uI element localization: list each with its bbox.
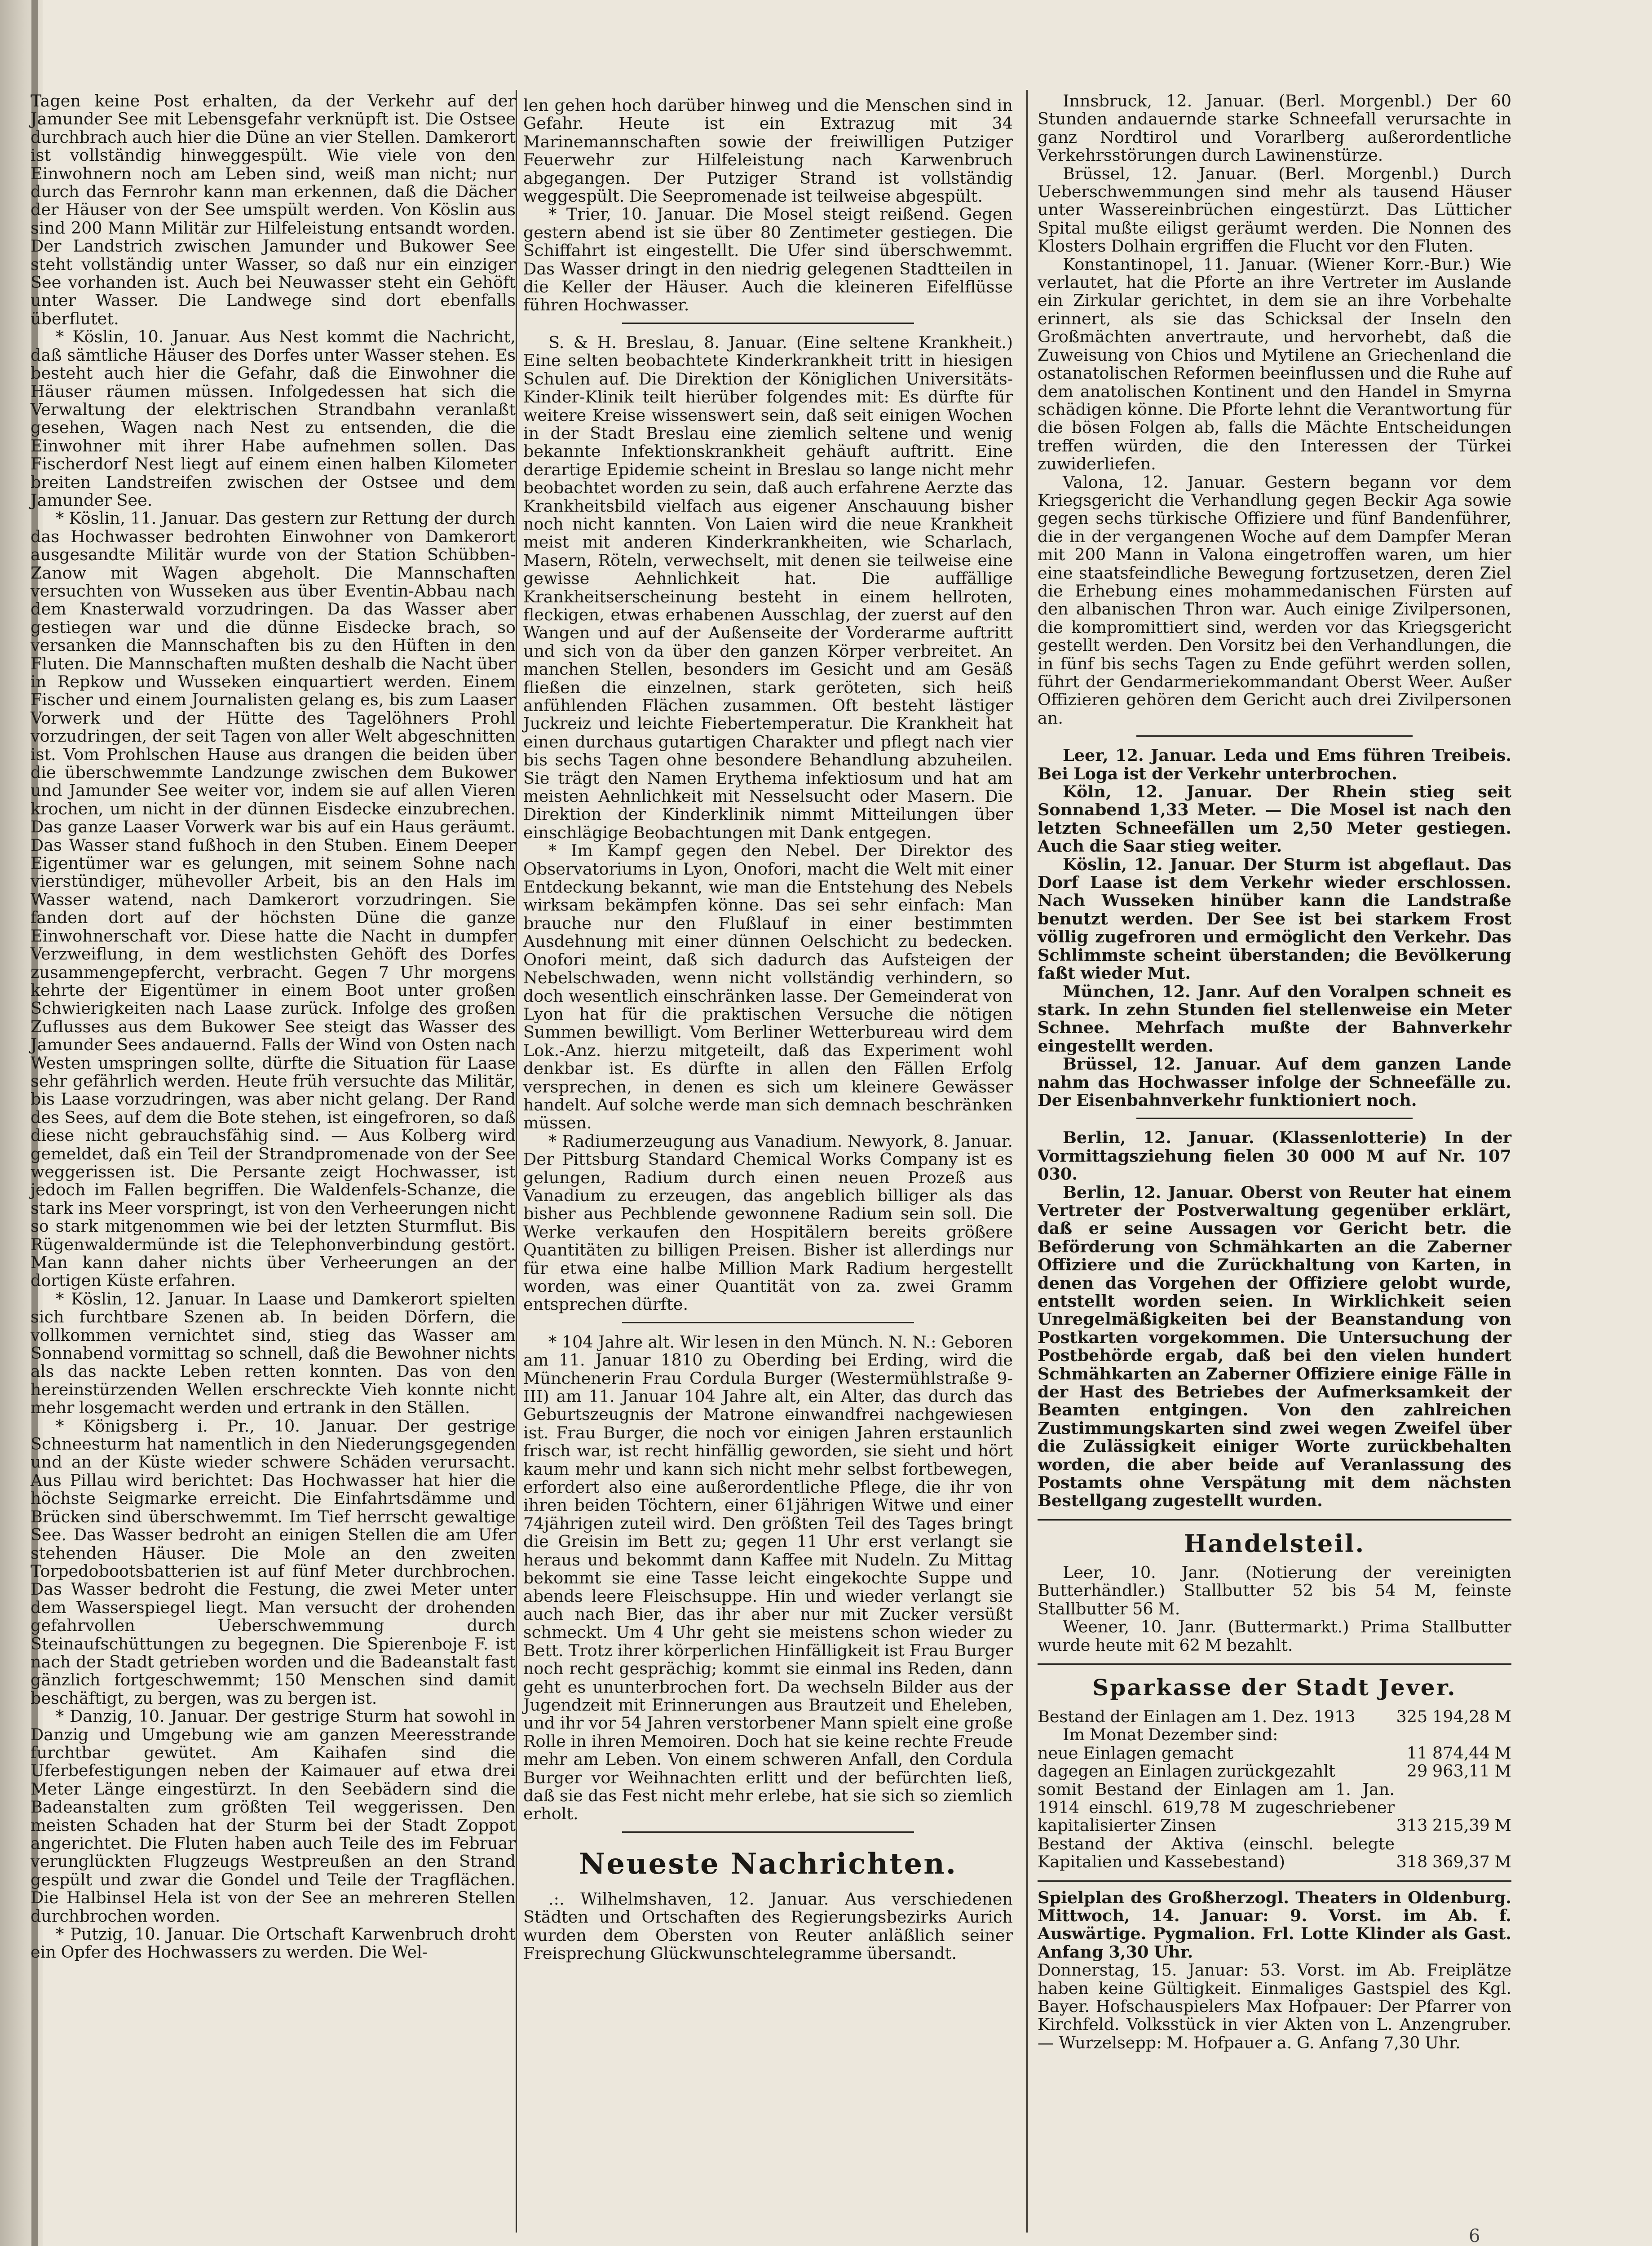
article-koeslin-10: * Köslin, 10. Januar. Aus Nest kommt die Nachricht, daß sämtliche Häuser des Dorfes unter Wasser stehen. Es besteht auch hier die Gefahr, daß die Einwohner die Häuser räumen müssen. Infolgedessen hat sich die Verwaltung der elektrischen Strandbahn veranlaßt gesehen, Wagen nach Nest zu entsenden, die die Einwohner mit ihrer Habe aufnehmen sollen. Das Fischerdorf Nest liegt auf einem einen halben Kilometer breiten Landstreifen zwischen der Ostsee und dem Jamunder See. xyxy=(31,327,516,510)
article-innsbruck: Innsbruck, 12. Januar. (Berl. Morgenbl.) Der 60 Stunden andauernde starke Schneefall verursachte in ganz Nordtirol und Vorarlberg außerordentliche Verkehrsstörungen durch Lawinenstürze. xyxy=(1038,91,1511,165)
article-danzig: * Danzig, 10. Januar. Der gestrige Sturm hat sowohl in Danzig und Umgebung wie am ganzen Meeresstrande furchtbar gewütet. Am Kaihafen sind die Uferbefestigungen neben der Kaimauer auf etwa drei Meter Länge eingestürzt. In den Seebädern sind die Badeanstalten zum größten Teil weggerissen. Den meisten Schaden hat der Sturm bei der Stadt Zoppot angerichtet. Die Fluten haben auch Teile des im Februar verunglückten Flugzeugs Westpreußen an den Strand gespült und zwar die Gondel und Teile der Tragflächen. Die Halbinsel Hela ist von der See an mehreren Stellen durchbrochen worden. xyxy=(31,1707,516,1926)
article-konstantinopel: Konstantinopel, 11. Januar. (Wiener Korr.-Bur.) Wie verlautet, hat die Pforte an ihre Vertreter im Auslande ein Zirkular gerichtet, in dem sie an ihre Vorbehalte erinnert, als sie das Schicksal der Inseln den Großmächten anvertraute, und hervorhebt, daß die Zuweisung von Chios und Mytilene an Griechenland die ostanatolischen Reformen beeinflussen und die Ruhe auf dem anatolischen Kontinent und den Handel in Smyrna schädigen könne. Die Pforte lehnt die Verantwortung für die bösen Folgen ab, falls die Mächte Entscheidungen treffen würden, die den Interessen der Türkei zuwiderliefen. xyxy=(1038,254,1511,474)
article-koenigsberg: * Königsberg i. Pr., 10. Januar. Der gestrige Schneesturm hat namentlich in den Niederungsgegenden und an der Küste wieder schwere Schäden verursacht. Aus Pillau wird berichtet: Das Hochwasser hat hier die höchste Seigmarke erreicht. Die Einfahrtsdämme und Brücken sind überschwemmt. Im Tief herrscht gewaltige See. Das Wasser bedroht an einigen Stellen die am Ufer stehenden Häuser. Die Mole an den zweiten Torpedobootsbatterien ist auf fünf Meter durchbrochen. Das Wasser bedroht die Festung, die zwei Meter unter dem Wasserspiegel liegt. Man versucht der drohenden gefahrvollen Ueberschwemmung durch Steinaufschüttungen zu begegnen. Die Spierenboje F. ist nach der Stadt getrieben worden und die Badeanstalt fast gänzlich fortgeschwemmt; 150 Menschen sind damit beschäftigt, zu bergen, was zu bergen ist. xyxy=(31,1416,516,1708)
row-label: Im Monat Dezember sind: xyxy=(1063,1725,1278,1745)
row-label: somit Bestand der Einlagen am 1. Jan. 1914 einschl. 619,78 M zugeschriebener kapitalisierter Zinsen xyxy=(1038,1779,1395,1835)
article-breslau: S. & H. Breslau, 8. Januar. (Eine seltene Krankheit.) Eine selten beobachtete Kinderkrankheit tritt in hiesigen Schulen auf. Die Direktion der Königlichen Universitäts-Kinder-Klinik teilt hierüber folgendes mit: Es dürfte für weitere Kreise wissenswert sein, daß seit einigen Wochen in der Stadt Breslau eine ziemlich seltene und wenig bekannte Infektionskrankheit gehäuft auftritt. Eine derartige Epidemie scheint in Breslau so lange nicht mehr beobachtet worden zu sein, daß auch erfahrene Aerzte das Krankheitsbild vielfach aus eigener Anschauung bisher noch nicht kannten. Von Laien wird die neue Krankheit meist mit anderen Kinderkrankheiten, wie Scharlach, Masern, Röteln, verwechselt, mit denen sie teilweise eine gewisse Aehnlichkeit hat. Die auffällige Krankheitserscheinung besteht in einem hellroten, fleckigen, etwas erhabenen Ausschlag, der zuerst auf den Wangen und auf der Außenseite der Vorderarme auftritt und sich von da über den ganzen Körper verbreitet. An manchen Stellen, besonders im Gesicht und am Gesäß fließen die einzelnen, stark geröteten, sich heiß anfühlenden Flächen zusammen. Oft besteht lästiger Juckreiz und leichte Fiebertemperatur. Die Krankheit hat einen durchaus gutartigen Charakter und pflegt nach vier bis sechs Tagen ohne besondere Behandlung abzuheilen. Sie trägt den Namen Erythema infektiosum und hat am meisten Aehnlichkeit mit Nesselsucht oder Masern. Die Direktion der Kinderklinik nimmt Mitteilungen über einschlägige Beobachtungen mit Dank entgegen. xyxy=(523,332,1013,842)
row-amount: 325 194,28 M xyxy=(1396,1707,1511,1726)
section-rule xyxy=(622,323,914,324)
market-leer: Leer, 10. Janr. (Notierung der vereinigten Butterhändler.) Stallbutter 52 bis 54 M, feinste Stallbutter 56 M. xyxy=(1038,1562,1511,1618)
section-rule xyxy=(622,1831,914,1833)
row-label: neue Einlagen gemacht xyxy=(1038,1743,1234,1763)
theater-mittwoch: Spielplan des Großherzogl. Theaters in Oldenburg. Mittwoch, 14. Januar: 9. Vorst. im Ab. f. Auswärtige. Pygmalion. Frl. Lotte Klinder als Gast. Anfang 3,30 Uhr. xyxy=(1038,1888,1511,1962)
article-bruessel-hochwasser: Brüssel, 12. Januar. Auf dem ganzen Lande nahm das Hochwasser infolge der Schneefälle zu. Der Eisenbahnverkehr funktioniert noch. xyxy=(1038,1054,1511,1110)
article-bruessel: Brüssel, 12. Januar. (Berl. Morgenbl.) Durch Ueberschwemmungen sind mehr als tausend Häuser unter Wassereinbrüchen eingestürzt. Das Lütticher Spital mußte eiligst geräumt werden. Die Nonnen des Klosters Dolhain ergriffen die Flucht vor den Fluten. xyxy=(1038,164,1511,256)
row-amount: 29 963,11 M xyxy=(1406,1761,1511,1781)
column-divider xyxy=(516,90,517,2233)
article-radium: * Radiumerzeugung aus Vanadium. Newyork, 8. Januar. Der Pittsburg Standard Chemical Works Company ist es gelungen, Radium durch einen neuen Prozeß aus Vanadium zu erzeugen, das angeblich billiger als das bisher aus Pechblende gewonnene Radium sein soll. Die Werke verkaufen den Hospitälern bereits größere Quantitäten zu billigen Preisen. Bisher ist allerdings nur für etwa eine halbe Million Mark Radium hergestellt worden, was einer Quantität von za. zwei Gramm entsprechen dürfte. xyxy=(523,1131,1013,1314)
article-nebel: * Im Kampf gegen den Nebel. Der Direktor des Observatoriums in Lyon, Onofori, macht die Welt mit einer Entdeckung bekannt, wie man die Entstehung des Nebels wirksam bekämpfen könne. Das sei sehr einfach: Man brauche nur den Flußlauf in einer bestimmten Ausdehnung mit einer dünnen Oelschicht zu bedecken. Onofori meint, daß sich dadurch das Aufsteigen der Nebelschwaden, wenn nicht vollständig verhindern, so doch wesentlich einschränken lasse. Der Gemeinderat von Lyon hat für die praktischen Versuche die nötigen Summen bewilligt. Vom Berliner Wetterbureau wird dem Lok.-Anz. hierzu mitgeteilt, daß das Experiment wohl denkbar ist. Es dürfte in allen den Fällen Erfolg versprechen, in denen es sich um kleinere Gewässer handelt. Auf solche werde man sich demnach beschränken müssen. xyxy=(523,841,1013,1133)
row-amount: 11 874,44 M xyxy=(1406,1743,1511,1763)
sparkasse-table xyxy=(1038,1708,1511,1871)
table-row xyxy=(1038,1781,1511,1835)
row-label: Bestand der Einlagen am 1. Dez. 1913 xyxy=(1038,1707,1356,1726)
article-berlin-lotterie: Berlin, 12. Januar. (Klassenlotterie) In der Vormittagsziehung fielen 30 000 M auf Nr. 107 030. xyxy=(1038,1128,1511,1184)
row-label: Bestand der Aktiva (einschl. belegte Kapitalien und Kassebestand) xyxy=(1038,1834,1395,1872)
article-text: Tagen keine Post erhalten, da der Verkehr auf der Jamunder See mit Lebensgefahr verknüpft ist. Die Ostsee durchbrach auch hier die Düne an vier Stellen. Damkerort ist vollständig hinweggespült. Wie viele von den Einwohnern noch am Leben sind, weiß man nicht; nur durch das Fernrohr kann man erkennen, daß die Dächer der Häuser von der See umspült werden. Von Köslin aus sind 200 Mann Militär zur Hilfeleistung entsandt worden. Der Landstrich zwischen Jamunder und Bukower See steht vollständig unter Wasser, so daß nur ein einziger See vorhanden ist. Auch bei Neuwasser steht ein Gehöft unter Wasser. Die Landwege sind dort ebenfalls überflutet. xyxy=(31,91,516,328)
article-koeln: Köln, 12. Januar. Der Rhein stieg seit Sonnabend 1,33 Meter. — Die Mosel ist nach den letzten Schneefällen um 2,50 Meter gestiegen. Auch die Saar stieg weiter. xyxy=(1038,782,1511,856)
article-leer: Leer, 12. Januar. Leda und Ems führen Treibeis. Bei Loga ist der Verkehr unterbrochen. xyxy=(1038,746,1511,783)
article-trier: * Trier, 10. Januar. Die Mosel steigt reißend. Gegen gestern abend ist sie über 80 Zentimeter gestiegen. Die Schiffahrt ist eingestellt. Die Ufer sind überschwemmt. Das Wasser dringt in den niedrig gelegenen Stadtteilen in die Keller der Häuser. Auch die kleineren Eifelflüsse führen Hochwasser. xyxy=(523,204,1013,315)
column-1 xyxy=(31,92,516,1962)
column-3 xyxy=(1038,92,1511,2052)
article-koeslin-11: * Köslin, 11. Januar. Das gestern zur Rettung der durch das Hochwasser bedrohten Einwohner von Damkerort ausgesandte Militär wurde von der Station Schübben-Zanow mit Wagen abgeholt. Die Mannschaften versuchten von Wusseken aus über Eventin-Abbau nach dem Knasterwald vorzudringen. Da das Wasser aber gestiegen war und die dünne Eisdecke brach, so versanken die Mannschaften bis zu den Hüften in den Fluten. Die Mannschaften mußten deshalb die Nacht über in Repkow und Wusseken einquartiert werden. Einem Fischer und einem Journalisten gelang es, bis zum Laaser Vorwerk und der Hütte des Tagelöhners Prohl vorzudringen, der seit Tagen von aller Welt abgeschnitten ist. Vom Prohlschen Hause aus drangen die beiden über die überschwemmte Landzunge zwischen dem Bukower und Jamunder See weiter vor, indem sie auf allen Vieren krochen, um nicht in der dünnen Eisdecke einzubrechen. Das ganze Laaser Vorwerk war bis auf ein Haus geräumt. Das Wasser stand fußhoch in den Stuben. Einem Deeper Eigentümer war es gelungen, mit seinem Sohne nach vierstündiger, mühevoller Arbeit, bis an den Hals im Wasser watend, nach Damkerort vorzudringen. Sie fanden dort auf der höchsten Düne die ganze Einwohnerschaft vor. Diese hatte die Nacht in dumpfer Verzweiflung, in dem westlichsten Gehöft des Dorfes zusammengepfercht, verbracht. Gegen 7 Uhr morgens kehrte der Eigentümer in einem Boot unter großen Schwierigkeiten nach Laase zurück. Infolge des großen Zuflusses aus dem Bukower See steigt das Wasser des Jamunder Sees andauernd. Falls der Wind von Osten nach Westen umspringen sollte, dürfte die Situation für Laase sehr gefährlich werden. Heute früh versuchte das Militär, bis Laase vorzudringen, was aber nicht gelang. Der Rand des Sees, auf dem die Bote stehen, ist eingefroren, so daß diese nicht gebrauchsfähig sind. — Aus Kolberg wird gemeldet, daß ein Teil der Strandpromenade von der See weggerissen ist. Die Persante zeigt Hochwasser, ist jedoch im Fallen begriffen. Die Waldenfels-Schanze, die stark ins Meer vorspringt, ist von den Verheerungen nicht so stark mitgenommen wie bei der letzten Sturmflut. Bis Rügenwaldermünde ist die Telephonverbindung gestört. Man kann daher nichts über Verheerungen an der dortigen Küste erfahren. xyxy=(31,508,516,1291)
article-putzig-cont: len gehen hoch darüber hinweg und die Menschen sind in Gefahr. Heute ist ein Extrazug mit 34 Marinemannschaften sowie der freiwilligen Putziger Feuerwehr zur Hilfeleistung nach Karwenbruch abgegangen. Der Putziger Strand ist vollständig weggespült. Die Seepromenade ist teilweise abgespült. xyxy=(523,96,1013,206)
row-amount: 318 369,37 M xyxy=(1396,1852,1511,1872)
column-2 xyxy=(523,97,1013,1963)
section-rule xyxy=(1038,1663,1511,1665)
page-marker: 6 xyxy=(1469,2226,1480,2246)
section-rule xyxy=(1136,1118,1413,1119)
section-rule xyxy=(1038,1880,1511,1882)
row-label: dagegen an Einlagen zurückgezahlt xyxy=(1038,1761,1335,1781)
table-row xyxy=(1038,1762,1511,1780)
section-heading-neueste-nachrichten: Neueste Nachrichten. xyxy=(579,1847,958,1881)
row-amount: 313 215,39 M xyxy=(1396,1816,1511,1835)
table-row xyxy=(1038,1835,1511,1871)
article-koeslin-12: * Köslin, 12. Januar. In Laase und Damkerort spielten sich furchtbare Szenen ab. In beiden Dörfern, die vollkommen vernichtet sind, stieg das Wasser am Sonnabend vormittag so schnell, daß die Bewohner nichts als das nackte Leben retten konnten. Das von den hereinstürzenden Wellen erschreckte Vieh konnte nicht mehr losgemacht werden und ertrank in den Ställen. xyxy=(31,1289,516,1418)
section-rule xyxy=(622,1322,914,1323)
article-wilhelmshaven: .:. Wilhelmshaven, 12. Januar. Aus verschiedenen Städten und Ortschaften des Regierungsbezirks Aurich wurden dem Obersten von Reuter anläßlich seiner Freisprechung Glückwunschtelegramme übersandt. xyxy=(523,1889,1013,1963)
article-104-jahre: * 104 Jahre alt. Wir lesen in den Münch. N. N.: Geboren am 11. Januar 1810 zu Oberding bei Erding, wird die Münchenerin Frau Cordula Burger (Westermühlstraße 9-III) am 11. Januar 104 Jahre alt, ein Alter, das durch das Geburtszeugnis der Matrone einwandfrei nachgewiesen ist. Frau Burger, die noch vor einigen Jahren erstaunlich frisch war, ist recht hinfällig geworden, sie sieht und hört kaum mehr und kann sich nicht mehr selbst fortbewegen, erfordert also eine außerordentliche Pflege, die ihr von ihren beiden Töchtern, einer 61jährigen Witwe und einer 74jährigen zuteil wird. Den größten Teil des Tages bringt die Greisin im Bett zu; gegen 11 Uhr erst verlangt sie heraus und bekommt dann Kaffee mit Nudeln. Zu Mittag bekommt sie eine Tasse leicht eingekochte Suppe und abends leere Fleischsuppe. Hin und wieder verlangt sie auch nach Bier, das ihr aber nur mit Zucker versüßt schmeckt. Um 4 Uhr geht sie meistens schon wieder zu Bett. Trotz ihrer körperlichen Hinfälligkeit ist Frau Burger noch recht gesprächig; kommt sie einmal ins Reden, dann geht es ununterbrochen fort. Da wechseln Bilder aus der Jugendzeit mit Erinnerungen aus Brautzeit und Eheleben, und ihr vor 54 Jahren verstorbener Mann spielt eine große Rolle in ihren Memoiren. Doch hat sie keine rechte Freude mehr am Leben. Von einem schweren Anfall, den Cordula Burger vor Weihnachten erlitt und der befürchten ließ, daß sie das Fest nicht mehr erlebe, hat sie sich so ziemlich erholt. xyxy=(523,1332,1013,1824)
article-valona: Valona, 12. Januar. Gestern begann vor dem Kriegsgericht die Verhandlung gegen Beckir Aga sowie gegen sechs türkische Offiziere und fünf Bandenführer, die in der vergangenen Woche auf dem Dampfer Meran mit 200 Mann in Valona eingetroffen waren, um hier eine staatsfeindliche Bewegung fortzusetzen, deren Ziel die Erhebung eines mohammedanischen Fürsten auf den albanischen Thron war. Auch einige Zivilpersonen, die kompromittiert sind, werden vor das Kriegsgericht gestellt werden. Den Vorsitz bei den Verhandlungen, die in fünf bis sechs Tagen zu Ende geführt werden sollen, führt der Gendarmeriekommandant Oberst Weer. Außer Offizieren gehören dem Gericht auch drei Zivilpersonen an. xyxy=(1038,472,1511,728)
column-divider xyxy=(1026,90,1028,2233)
market-weener: Weener, 10. Janr. (Buttermarkt.) Prima Stallbutter wurde heute mit 62 M bezahlt. xyxy=(1038,1617,1511,1655)
row-amount xyxy=(1395,1726,1511,1744)
section-rule xyxy=(1136,735,1413,737)
section-rule xyxy=(1038,1519,1511,1521)
table-row xyxy=(1038,1726,1511,1744)
sparkasse-heading: Sparkasse der Stadt Jever. xyxy=(1092,1674,1457,1701)
table-row xyxy=(1038,1708,1511,1726)
table-row xyxy=(1038,1744,1511,1762)
article-putzig: * Putzig, 10. Januar. Die Ortschaft Karwenbruch droht ein Opfer des Hochwassers zu werden. Die Wel- xyxy=(31,1924,516,1962)
theater-donnerstag: Donnerstag, 15. Januar: 53. Vorst. im Ab. Freiplätze haben keine Gültigkeit. Einmaliges Gastspiel des Kgl. Bayer. Hofschauspielers Max Hofpauer: Der Pfarrer von Kirchfeld. Volksstück in vier Akten von L. Anzengruber. — Wurzelsepp: M. Hofpauer a. G. Anfang 7,30 Uhr. xyxy=(1038,1960,1511,2052)
section-heading-handelsteil: Handelsteil. xyxy=(1184,1529,1365,1558)
article-muenchen: München, 12. Janr. Auf den Voralpen schneit es stark. In zehn Stunden fiel stellenweise ein Meter Schnee. Mehrfach mußte der Bahnverkehr eingestellt werden. xyxy=(1038,982,1511,1056)
article-koeslin-sturm: Köslin, 12. Januar. Der Sturm ist abgeflaut. Das Dorf Laase ist dem Verkehr wieder erschlossen. Nach Wusseken hinüber kann die Landstraße benutzt werden. Der See ist bei starkem Frost völlig zugefroren und ermöglicht den Verkehr. Das Schlimmste scheint überstanden; die Bevölkerung faßt wieder Mut. xyxy=(1038,854,1511,983)
article-berlin-reuter: Berlin, 12. Januar. Oberst von Reuter hat einem Vertreter der Postverwaltung gegenüber erklärt, daß er seine Aussagen vor Gericht betr. die Beförderung von Schmähkarten an die Zaberner Offiziere und die Zurückhaltung von Karten, in denen das Vorgehen der Offiziere gelobt wurde, entstellt worden seien. In Wirklichkeit seien Unregelmäßigkeiten bei der Beanstandung von Postkarten vorgekommen. Die Untersuchung der Postbehörde ergab, daß bei den vielen hundert Schmähkarten an Zaberner Offiziere einige Fälle in der Hast des Betriebes der Aufmerksamkeit der Beamten entgingen. Von den zahlreichen Zustimmungskarten sind zwei wegen Zweifel über die Zulässigkeit einiger Worte zurückbehalten worden, die aber beide auf Veranlassung des Postamts ohne Verspätung mit dem nächsten Bestellgang zugestellt wurden. xyxy=(1038,1182,1511,1511)
